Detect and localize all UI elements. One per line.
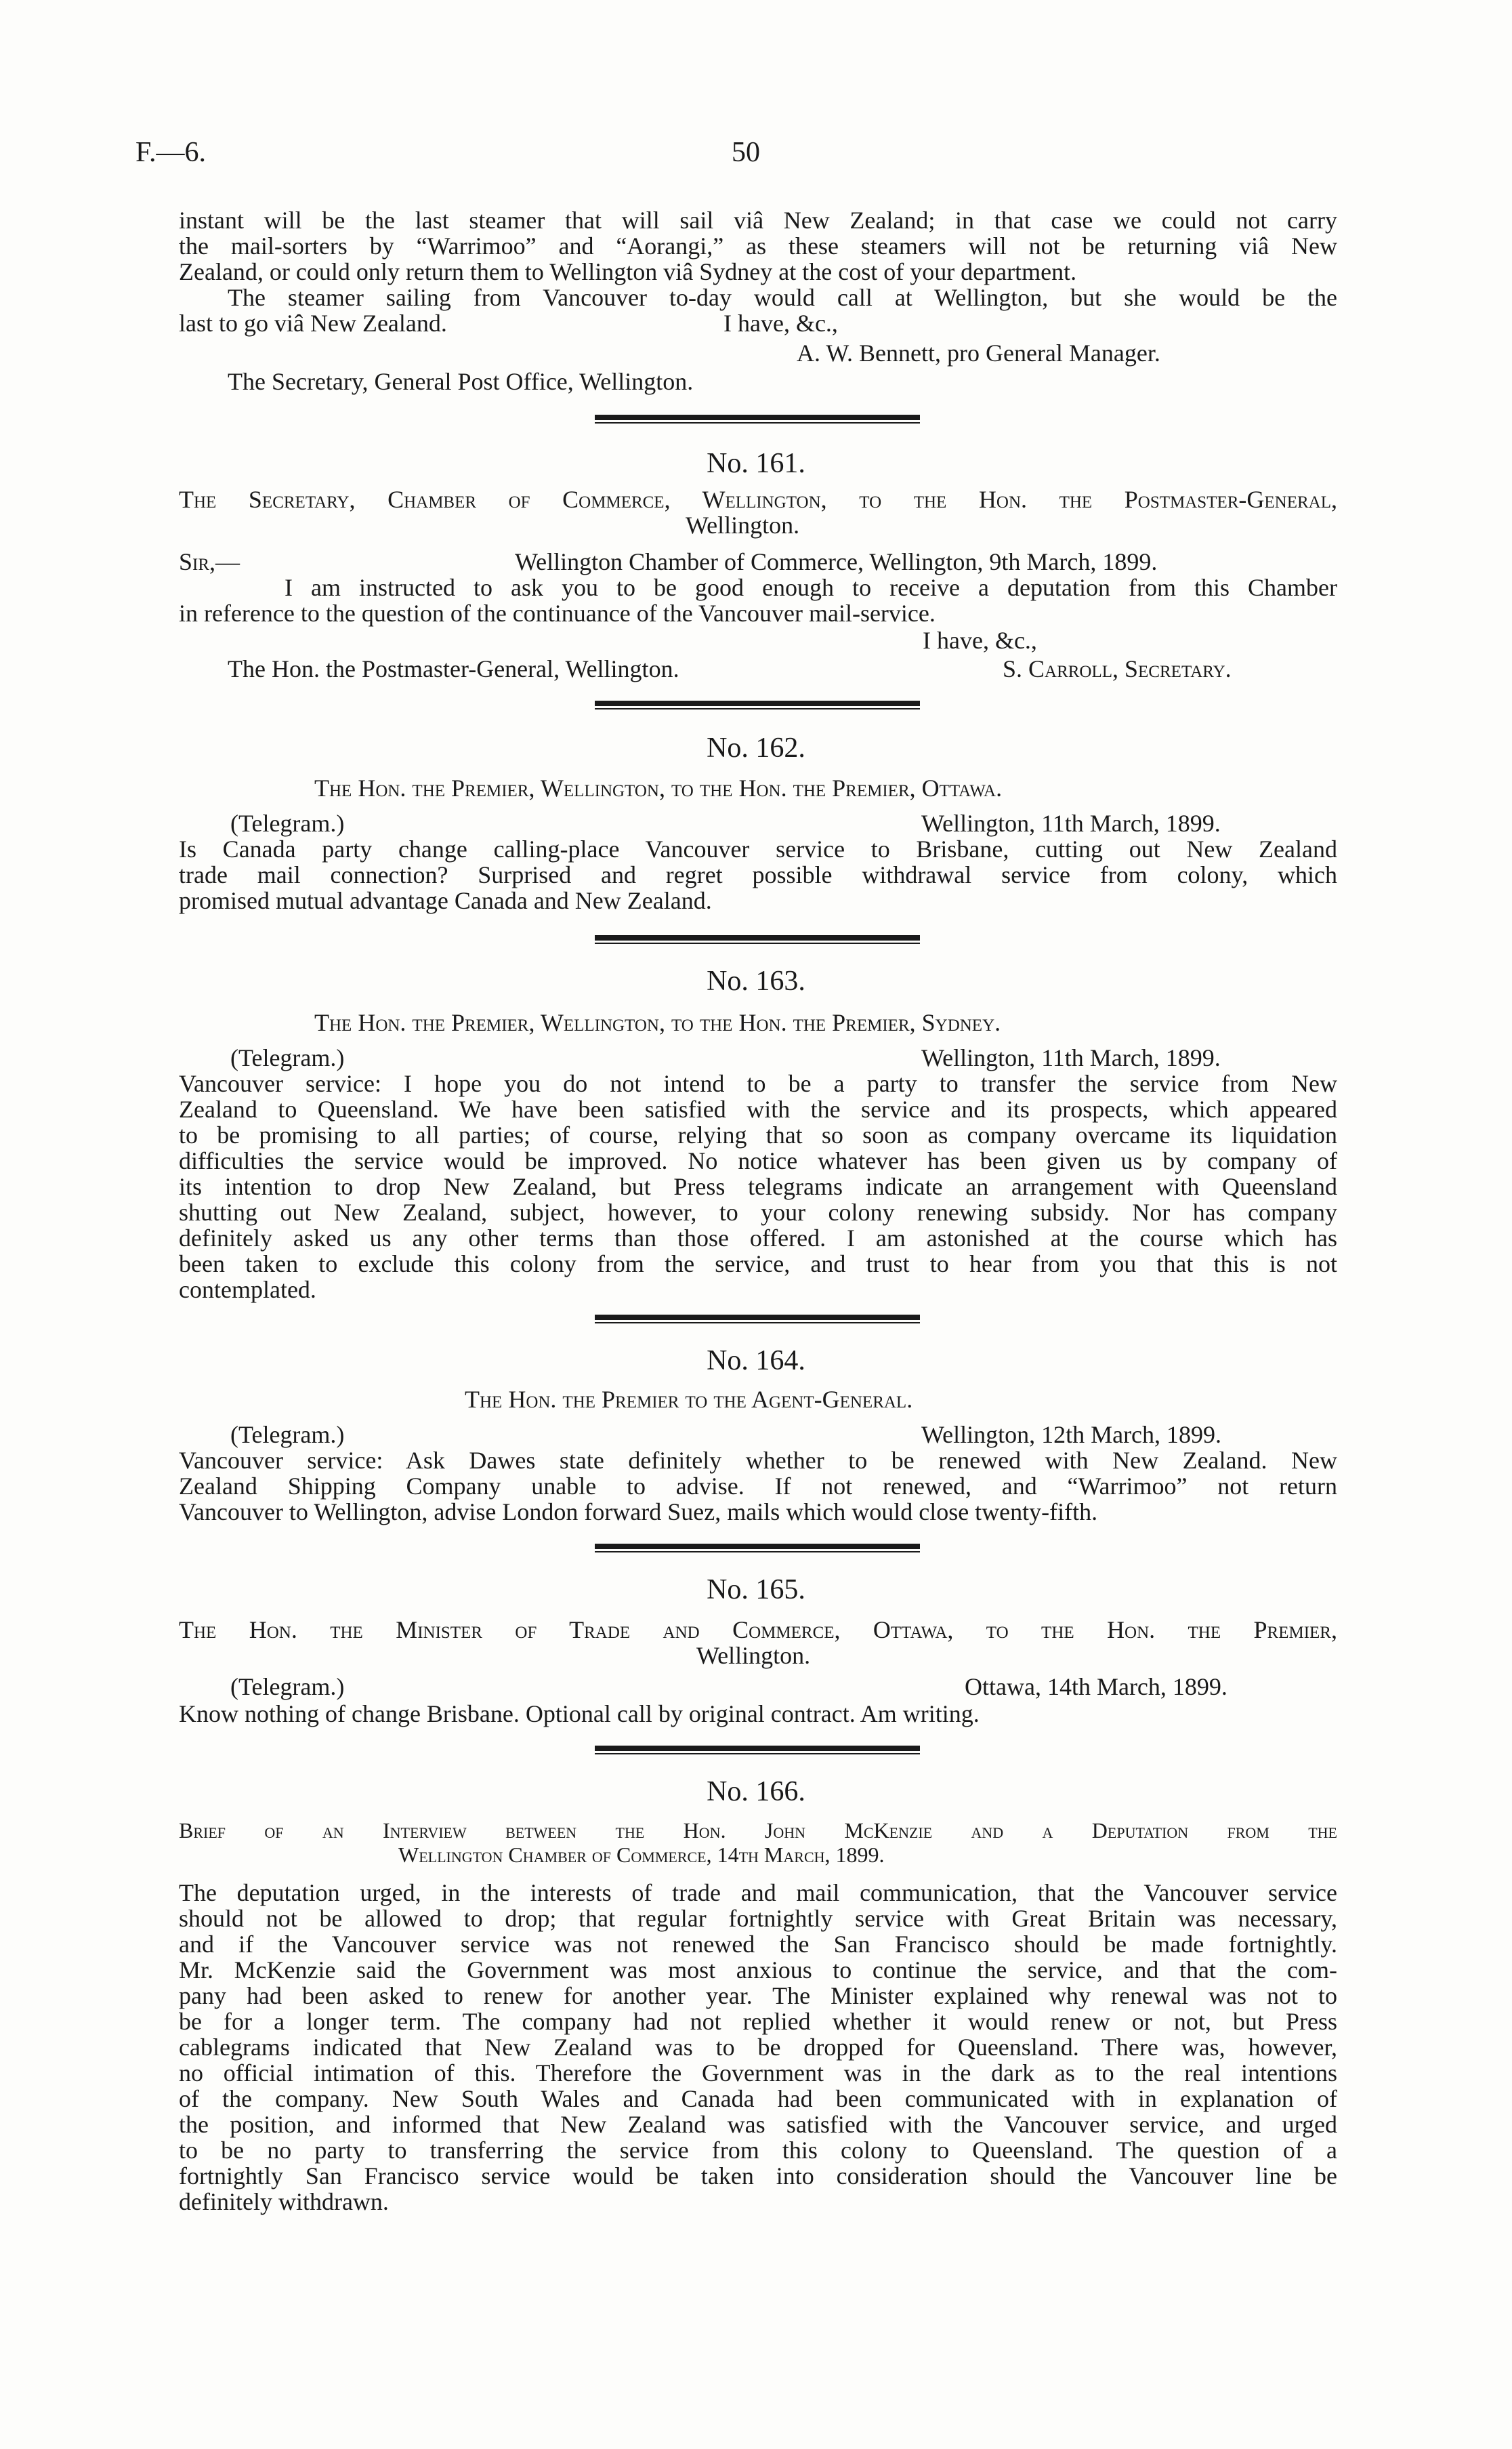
no162-line-3: promised mutual advantage Canada and New Zealand. — [179, 887, 712, 914]
top-closing: I have, &c., — [723, 310, 838, 337]
no161-closing: I have, &c., — [923, 627, 1037, 654]
no163-telegram-label: (Telegram.) — [230, 1044, 345, 1071]
no165-title-line-1: The Hon. the Minister of Trade and Commerce, Ottawa, to the Hon. the Premier, — [179, 1616, 1337, 1643]
no164-telegram-label: (Telegram.) — [230, 1421, 345, 1448]
top-addressee: The Secretary, General Post Office, Wellington. — [228, 368, 694, 395]
no166-line-11: to be no party to transferring the service from this colony to Queensland. The question of a — [179, 2137, 1337, 2164]
no163-line-6: shutting out New Zealand, subject, however, to your colony renewing subsidy. Nor has company — [179, 1199, 1337, 1226]
no164-line-2: Zealand Shipping Company unable to advise. If not renewed, and “Warrimoo” not return — [179, 1473, 1337, 1500]
top-line-2: the mail-sorters by “Warrimoo” and “Aorangi,” as these steamers will not be returning viâ New — [179, 232, 1337, 260]
no165-place-date: Ottawa, 14th March, 1899. — [965, 1673, 1227, 1700]
no166-line-5: pany had been asked to renew for another year. The Minister explained why renewal was not to — [179, 1982, 1337, 2009]
section-rule — [595, 935, 920, 941]
section-rule — [595, 415, 920, 420]
no166-title-line-1: Brief of an Interview between the Hon. John McKenzie and a Deputation from the — [179, 1818, 1337, 1843]
no163-line-1: Vancouver service: I hope you do not intend to be a party to transfer the service from New — [179, 1070, 1337, 1097]
section-rule — [595, 701, 920, 706]
heading-no-166: No. 166. — [707, 1776, 805, 1807]
section-rule — [595, 1746, 920, 1751]
no162-title: The Hon. the Premier, Wellington, to the Hon. the Premier, Ottawa. — [314, 775, 1003, 802]
no163-line-4: difficulties the service would be improved. No notice whatever has been given us by company of — [179, 1147, 1337, 1174]
no162-place-date: Wellington, 11th March, 1899. — [921, 810, 1221, 837]
no163-title: The Hon. the Premier, Wellington, to the Hon. the Premier, Sydney. — [314, 1009, 1001, 1036]
no166-line-13: definitely withdrawn. — [179, 2188, 389, 2215]
no164-line-1: Vancouver service: Ask Dawes state definitely whether to be renewed with New Zealand. New — [179, 1447, 1337, 1474]
no166-line-12: fortnightly San Francisco service would be taken into consideration should the Vancouver line be — [179, 2162, 1337, 2189]
heading-no-162: No. 162. — [707, 733, 805, 764]
no164-place-date: Wellington, 12th March, 1899. — [921, 1421, 1222, 1448]
heading-no-163: No. 163. — [707, 966, 805, 997]
no161-body-line-2: in reference to the question of the continuance of the Vancouver mail-service. — [179, 600, 936, 627]
no162-telegram-label: (Telegram.) — [230, 810, 345, 837]
no166-line-7: cablegrams indicated that New Zealand was to be dropped for Queensland. There was, however, — [179, 2034, 1337, 2061]
heading-no-165: No. 165. — [707, 1574, 805, 1605]
no165-title-line-2: Wellington. — [696, 1642, 811, 1669]
no163-line-7: definitely asked us any other terms than those offered. I am astonished at the course which has — [179, 1224, 1337, 1252]
no162-line-2: trade mail connection? Surprised and regret possible withdrawal service from colony, which — [179, 861, 1337, 888]
no166-line-10: the position, and informed that New Zealand was satisfied with the Vancouver service, and urged — [179, 2111, 1337, 2138]
no161-body-line-1: I am instructed to ask you to be good enough to receive a deputation from this Chamber — [285, 574, 1337, 601]
no166-line-3: and if the Vancouver service was not renewed the San Francisco should be made fortnightly. — [179, 1931, 1337, 1958]
top-signature: A. W. Bennett, pro General Manager. — [797, 339, 1160, 367]
top-line-1: instant will be the last steamer that will sail viâ New Zealand; in that case we could not carry — [179, 207, 1337, 234]
no163-line-2: Zealand to Queensland. We have been satisfied with the service and its prospects, which appeared — [179, 1096, 1337, 1123]
no163-line-5: its intention to drop New Zealand, but Press telegrams indicate an arrangement with Queensland — [179, 1173, 1337, 1200]
no164-line-3: Vancouver to Wellington, advise London forward Suez, mails which would close twenty-fifth. — [179, 1498, 1098, 1525]
no163-line-3: to be promising to all parties; of course, relying that so soon as company overcame its liquidation — [179, 1121, 1337, 1149]
section-rule — [595, 1544, 920, 1549]
page-number: 50 — [732, 137, 760, 168]
top-line-3: Zealand, or could only return them to Wellington viâ Sydney at the cost of your department. — [179, 258, 1077, 285]
page-reference: F.—6. — [135, 137, 206, 168]
no163-place-date: Wellington, 11th March, 1899. — [921, 1044, 1221, 1071]
heading-no-161: No. 161. — [707, 448, 805, 479]
no166-line-4: Mr. McKenzie said the Government was most anxious to continue the service, and that the com- — [179, 1956, 1337, 1983]
heading-no-164: No. 164. — [707, 1345, 805, 1376]
no161-title-line-1: The Secretary, Chamber of Commerce, Wellington, to the Hon. the Postmaster-General, — [179, 486, 1337, 513]
section-rule — [595, 1315, 920, 1320]
no166-line-6: be for a longer term. The company had not replied whether it would renew or not, but Press — [179, 2008, 1337, 2035]
top-line-4: The steamer sailing from Vancouver to-day would call at Wellington, but she would be the — [228, 284, 1337, 311]
no164-title: The Hon. the Premier to the Agent-General. — [465, 1386, 913, 1413]
no161-signature: S. Carroll, Secretary. — [1003, 655, 1232, 682]
no165-telegram-label: (Telegram.) — [230, 1673, 345, 1700]
no161-salutation: Sir,— — [179, 548, 240, 575]
no165-body: Know nothing of change Brisbane. Optional call by original contract. Am writing. — [179, 1700, 980, 1727]
no166-title-line-2: Wellington Chamber of Commerce, 14th March, 1899. — [398, 1843, 885, 1867]
no163-line-9: contemplated. — [179, 1276, 316, 1303]
no161-title-line-2: Wellington. — [686, 512, 800, 539]
no166-line-1: The deputation urged, in the interests of trade and mail communication, that the Vancouver service — [179, 1879, 1337, 1906]
top-line-5: last to go viâ New Zealand. — [179, 310, 447, 337]
no166-line-8: no official intimation of this. Therefore the Government was in the dark as to the real intentions — [179, 2059, 1337, 2086]
no166-line-2: should not be allowed to drop; that regular fortnightly service with Great Britain was necessary, — [179, 1905, 1337, 1932]
no166-line-9: of the company. New South Wales and Canada had been communicated with in explanation of — [179, 2085, 1337, 2112]
no161-place-date: Wellington Chamber of Commerce, Wellington, 9th March, 1899. — [515, 548, 1158, 575]
no161-addressee: The Hon. the Postmaster-General, Wellington. — [228, 655, 679, 682]
no163-line-8: been taken to exclude this colony from the service, and trust to hear from you that this is not — [179, 1250, 1337, 1277]
no162-line-1: Is Canada party change calling-place Vancouver service to Brisbane, cutting out New Zealand — [179, 836, 1337, 863]
